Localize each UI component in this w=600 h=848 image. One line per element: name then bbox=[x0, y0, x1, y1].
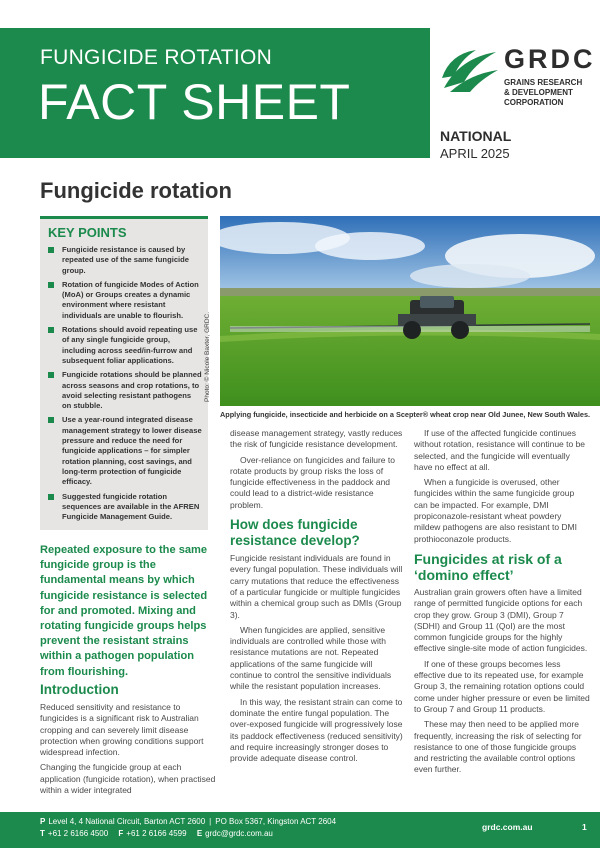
key-point-item bbox=[48, 492, 202, 523]
key-point-item bbox=[48, 325, 202, 366]
logo-subtitle bbox=[504, 78, 600, 108]
page-number: 1 bbox=[582, 822, 587, 832]
sprayer-wheel bbox=[451, 321, 469, 339]
body-paragraph: Over-reliance on fungicides and failure to rotate products by group risks the loss of fungicide effectiveness in the paddock and could lead to a district-wide resistance problem. bbox=[230, 454, 395, 510]
field-spraying-photo bbox=[220, 216, 600, 406]
body-paragraph: If use of the affected fungicide continues without rotation, resistance will continue to be selected, and the fungicide will eventually have no effect at all. bbox=[414, 428, 586, 472]
footer-label: E bbox=[196, 829, 203, 838]
logo-name: GRDC bbox=[504, 44, 596, 74]
key-point-item bbox=[48, 280, 202, 321]
body-paragraph: If one of these groups becomes less effective due to its repeated use, for example Group 3, the remaining rotation options could come under higher pressure or even be limited to Group 7 and Group 11 products. bbox=[414, 658, 590, 714]
logo-subtitle-line: & DEVELOPMENT bbox=[504, 88, 573, 97]
bullet-square-icon bbox=[48, 417, 54, 423]
footer-po-box: PO Box 5367, Kingston ACT 2604 bbox=[215, 817, 337, 826]
page-title: Fungicide rotation bbox=[40, 178, 232, 203]
footer bbox=[0, 812, 600, 848]
footer-address: Level 4, 4 National Circuit, Barton ACT 2600 bbox=[48, 817, 206, 826]
footer-label: F bbox=[118, 829, 124, 838]
footer-address-line bbox=[40, 817, 336, 826]
photo-illustration bbox=[220, 216, 600, 406]
photo-caption: Applying fungicide, insecticide and herbicide on a Scepter® wheat crop near Old Junee, New South Wales. bbox=[220, 410, 591, 419]
body-paragraph: These may then need to be applied more frequently, increasing the risk of selecting for resistance to one of those fungicide groups and restricting the available control options even further. bbox=[414, 719, 582, 775]
cloud bbox=[315, 232, 425, 260]
bullet-square-icon bbox=[48, 494, 54, 500]
key-points-title: KEY POINTS bbox=[48, 225, 127, 240]
body-paragraph: Changing the fungicide group at each application (fungicide rotation), when practised within a wider integrated bbox=[40, 762, 216, 796]
footer-phone: +61 2 6166 4500 bbox=[47, 829, 109, 838]
key-points-list bbox=[48, 245, 202, 522]
key-point-item bbox=[48, 370, 202, 411]
sprayer-wheel bbox=[403, 321, 421, 339]
column-introduction bbox=[40, 682, 218, 800]
wheat-leaf-icon bbox=[440, 48, 500, 94]
key-point-item bbox=[48, 245, 202, 276]
grdc-logo[interactable] bbox=[440, 40, 600, 110]
column-resistance bbox=[230, 428, 404, 768]
footer-fax: +61 2 6166 4599 bbox=[126, 829, 187, 838]
body-paragraph: Fungicide resistant individuals are found in every fungal population. These individuals will carry mutations that reduce the effectiveness of a particular fungicide or multiple fungicides within a chemical group such as DMIs (Group 3). bbox=[230, 553, 403, 620]
photo-credit bbox=[198, 216, 220, 402]
body-paragraph: disease management strategy, vastly reduces the risk of fungicide resistance development. bbox=[230, 428, 403, 450]
section-heading-domino-effect: Fungicides at risk of a ‘domino effect’ bbox=[414, 550, 562, 583]
key-point-text: Fungicide resistance is caused by repeated use of the same fungicide group. bbox=[62, 245, 190, 275]
body-paragraph: Australian grain growers often have a limited range of permitted fungicide options for each crop they grow. Group 3 (DMI), Group 7 (SDHI) and Group 11 (QoI) are the most common fungicide groups for the highly effective single-site mode of action fungicides. bbox=[414, 586, 588, 654]
key-point-text: Rotations should avoid repeating use of any single fungicide group, including across seed/in-furrow and subsequent foliar applications. bbox=[62, 325, 198, 365]
photo-credit-text: Photo: © Nicole Baxter, GRDC. bbox=[204, 311, 211, 402]
body-paragraph: When a fungicide is overused, other fungicides within the same fungicide group can be impacted. For example, DMI propiconazole-resistant wheat powdery mildew pathogens are also resistant to DMI prothioconazole products. bbox=[414, 477, 577, 544]
bullet-square-icon bbox=[48, 372, 54, 378]
footer-separator: | bbox=[209, 817, 212, 826]
key-point-text: Suggested fungicide rotation sequences are available in the AFREN Fungicide Management Guide. bbox=[62, 491, 200, 522]
bullet-square-icon bbox=[48, 327, 54, 333]
key-point-text: Fungicide rotations should be planned across seasons and crop rotations, to avoid selecting resistant pathogens on stubble. bbox=[62, 370, 202, 411]
footer-label: T bbox=[40, 829, 45, 838]
publish-date: APRIL 2025 bbox=[440, 146, 510, 161]
section-heading-introduction: Introduction bbox=[40, 682, 119, 697]
body-paragraph: When fungicides are applied, sensitive individuals are controlled while those with resistance mutations are not. Repeated applications of the same fungicide will continue to control the sensitive individuals while the resistant population increases. bbox=[230, 624, 392, 692]
pull-quote: Repeated exposure to the same fungicide group is the fundamental means by which fungicide resistance is selected for and promoted. Mixing and rotating fungicide groups helps prevent the resistant strains within a pathogen population from flourishing. bbox=[40, 544, 208, 678]
region-label: NATIONAL bbox=[440, 128, 512, 144]
body-paragraph: Reduced sensitivity and resistance to fungicides is a significant risk to Australian cropping and can severely limit disease protection when growing conditions support widespread infection. bbox=[40, 702, 204, 758]
sprayer-window bbox=[420, 296, 454, 308]
key-point-text: Rotation of fungicide Modes of Action (MoA) or Groups creates a dynamic environment where resistant individuals are unable to flourish. bbox=[62, 279, 199, 320]
cloud bbox=[410, 264, 530, 288]
footer-contact-line bbox=[40, 829, 273, 838]
footer-email[interactable]: grdc@grdc.com.au bbox=[205, 829, 273, 838]
key-point-item bbox=[48, 415, 202, 487]
column-domino-effect bbox=[414, 428, 590, 780]
header-title: FACT SHEET bbox=[38, 74, 351, 130]
footer-label: P bbox=[40, 817, 46, 826]
logo-subtitle-line: CORPORATION bbox=[504, 98, 564, 107]
key-points-box bbox=[40, 216, 208, 530]
bullet-square-icon bbox=[48, 282, 54, 288]
logo-subtitle-line: GRAINS RESEARCH bbox=[504, 78, 583, 87]
section-heading-resistance: How does fungicide resistance develop? bbox=[230, 517, 360, 549]
header-kicker: FUNGICIDE ROTATION bbox=[40, 46, 273, 69]
footer-website-link[interactable]: grdc.com.au bbox=[482, 822, 533, 832]
key-point-text: Use a year-round integrated disease management strategy to lower disease pressure and reduce the need for fungicide applications – for simpler rotation planning, cost savings, and long-term protection of fungicide efficacy. bbox=[62, 415, 202, 487]
body-paragraph: In this way, the resistant strain can come to dominate the entire fungal population. The over-exposed fungicide will progressively lose its paddock effectiveness (reduced sensitivity) and require increasingly stronger doses to provide adequate disease control. bbox=[230, 696, 403, 764]
bullet-square-icon bbox=[48, 247, 54, 253]
